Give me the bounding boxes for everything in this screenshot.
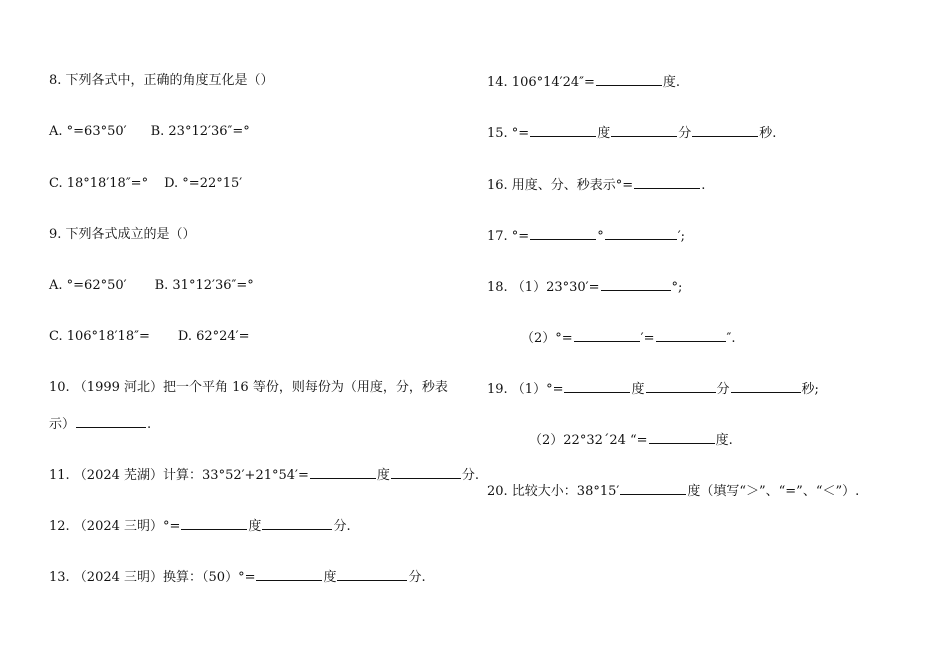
answer-blank-degrees[interactable] <box>530 226 596 240</box>
question-8-option-d: D. °=22°15′ <box>164 176 243 191</box>
answer-blank[interactable] <box>601 277 671 291</box>
question-18-text-part-2: （2）°= <box>521 331 573 346</box>
unit-degree: 度 <box>631 382 645 397</box>
unit-degree: 度 <box>597 126 611 141</box>
answer-blank-seconds[interactable] <box>692 123 758 137</box>
question-8-stem <box>49 72 274 90</box>
unit-degree: 度 <box>376 468 390 483</box>
question-20-hint: 度（填写“＞”、“=”、“＜”）. <box>687 484 860 499</box>
question-14-text: 14. 106°14′24″= <box>487 75 595 90</box>
question-9-option-c: C. 106°18′18″= <box>49 329 150 344</box>
question-15-text: 15. °= <box>487 126 530 141</box>
unit-second: 秒. <box>759 126 777 141</box>
unit-degree: 度. <box>715 433 733 448</box>
question-19-text-part-2: （2）22°32´24 “= <box>529 433 648 448</box>
question-10-text: 10. （1999 河北）把一个平角 16 等份，则每份为（用度，分，秒表 <box>49 380 448 395</box>
unit-degree: ° <box>597 229 604 244</box>
unit-degree: 度. <box>662 75 681 90</box>
question-18-part-1 <box>487 277 682 297</box>
answer-blank[interactable] <box>649 430 715 444</box>
punctuation: . <box>701 178 706 193</box>
answer-blank[interactable] <box>620 481 686 495</box>
question-16-text: 16. 用度、分、秒表示°= <box>487 178 634 193</box>
answer-blank-seconds[interactable] <box>656 328 726 342</box>
unit-minute: ′; <box>677 229 686 244</box>
question-8-option-c: C. 18°18′18″=° <box>49 176 149 191</box>
answer-blank-degrees[interactable] <box>564 379 630 393</box>
question-8-text: 8. 下列各式中，正确的角度互化是（） <box>49 73 274 88</box>
question-20 <box>487 481 859 501</box>
unit-minute: ′= <box>640 331 655 346</box>
question-8-options-ab <box>49 123 250 141</box>
question-17-text: 17. °= <box>487 229 530 244</box>
answer-blank[interactable] <box>76 414 146 428</box>
answer-blank-minutes[interactable] <box>605 226 677 240</box>
question-8-options-cd <box>49 175 242 193</box>
question-19-part-1 <box>487 379 819 399</box>
answer-blank-degrees[interactable] <box>310 465 376 479</box>
question-15 <box>487 123 776 143</box>
unit-minute: 分. <box>461 468 480 483</box>
answer-blank-minutes[interactable] <box>337 567 407 581</box>
question-11-text: 11. （2024 芜湖）计算：33°52′+21°54′= <box>49 468 309 483</box>
unit-second: ″. <box>726 331 736 346</box>
question-9-option-a: A. °=62°50′ <box>49 278 127 293</box>
question-19-text: 19. （1）°= <box>487 382 564 397</box>
unit-minute: 分. <box>333 519 351 534</box>
question-16 <box>487 175 705 195</box>
answer-blank-minutes[interactable] <box>574 328 640 342</box>
question-20-text: 20. 比较大小：38°15′ <box>487 484 620 499</box>
unit-degree: 度 <box>248 519 262 534</box>
unit-minute: 分. <box>408 570 426 585</box>
question-18-text: 18. （1）23°30′= <box>487 280 600 295</box>
question-18-part-2 <box>521 328 736 348</box>
question-9-options-ab <box>49 277 254 295</box>
question-13 <box>49 567 426 587</box>
question-9-option-b: B. 31°12′36″=° <box>154 278 254 293</box>
question-14 <box>487 72 680 92</box>
question-9-stem <box>49 226 196 244</box>
question-9-text: 9. 下列各式成立的是（） <box>49 227 196 242</box>
unit-minute: 分 <box>716 382 730 397</box>
question-9-options-cd <box>49 328 250 346</box>
question-9-option-d: D. 62°24′= <box>177 329 250 344</box>
answer-blank-degrees[interactable] <box>530 123 596 137</box>
unit-second: 秒; <box>801 382 819 397</box>
answer-blank-minutes[interactable] <box>611 123 677 137</box>
answer-blank-minutes[interactable] <box>391 465 461 479</box>
answer-blank-degrees[interactable] <box>256 567 322 581</box>
answer-blank-minutes[interactable] <box>646 379 716 393</box>
question-19-part-2 <box>529 430 733 450</box>
question-13-text: 13. （2024 三明）换算：（50）°= <box>49 570 256 585</box>
question-8-option-b: B. 23°12′36″=° <box>150 124 250 139</box>
question-10-line-2 <box>49 414 151 434</box>
question-10-text-cont: 示） <box>49 417 76 432</box>
answer-blank[interactable] <box>596 72 662 86</box>
question-8-option-a: A. °=63°50′ <box>49 124 127 139</box>
punctuation: . <box>147 417 152 432</box>
answer-blank-degrees[interactable] <box>181 516 247 530</box>
question-11 <box>49 465 479 485</box>
question-12-text: 12. （2024 三明）°= <box>49 519 181 534</box>
question-17 <box>487 226 685 246</box>
unit-degree: °; <box>671 280 683 295</box>
answer-blank-seconds[interactable] <box>731 379 801 393</box>
unit-minute: 分 <box>678 126 692 141</box>
answer-blank-minutes[interactable] <box>262 516 332 530</box>
question-12 <box>49 516 351 536</box>
question-10-line-1 <box>49 379 448 397</box>
answer-blank[interactable] <box>634 175 700 189</box>
unit-degree: 度 <box>323 570 337 585</box>
